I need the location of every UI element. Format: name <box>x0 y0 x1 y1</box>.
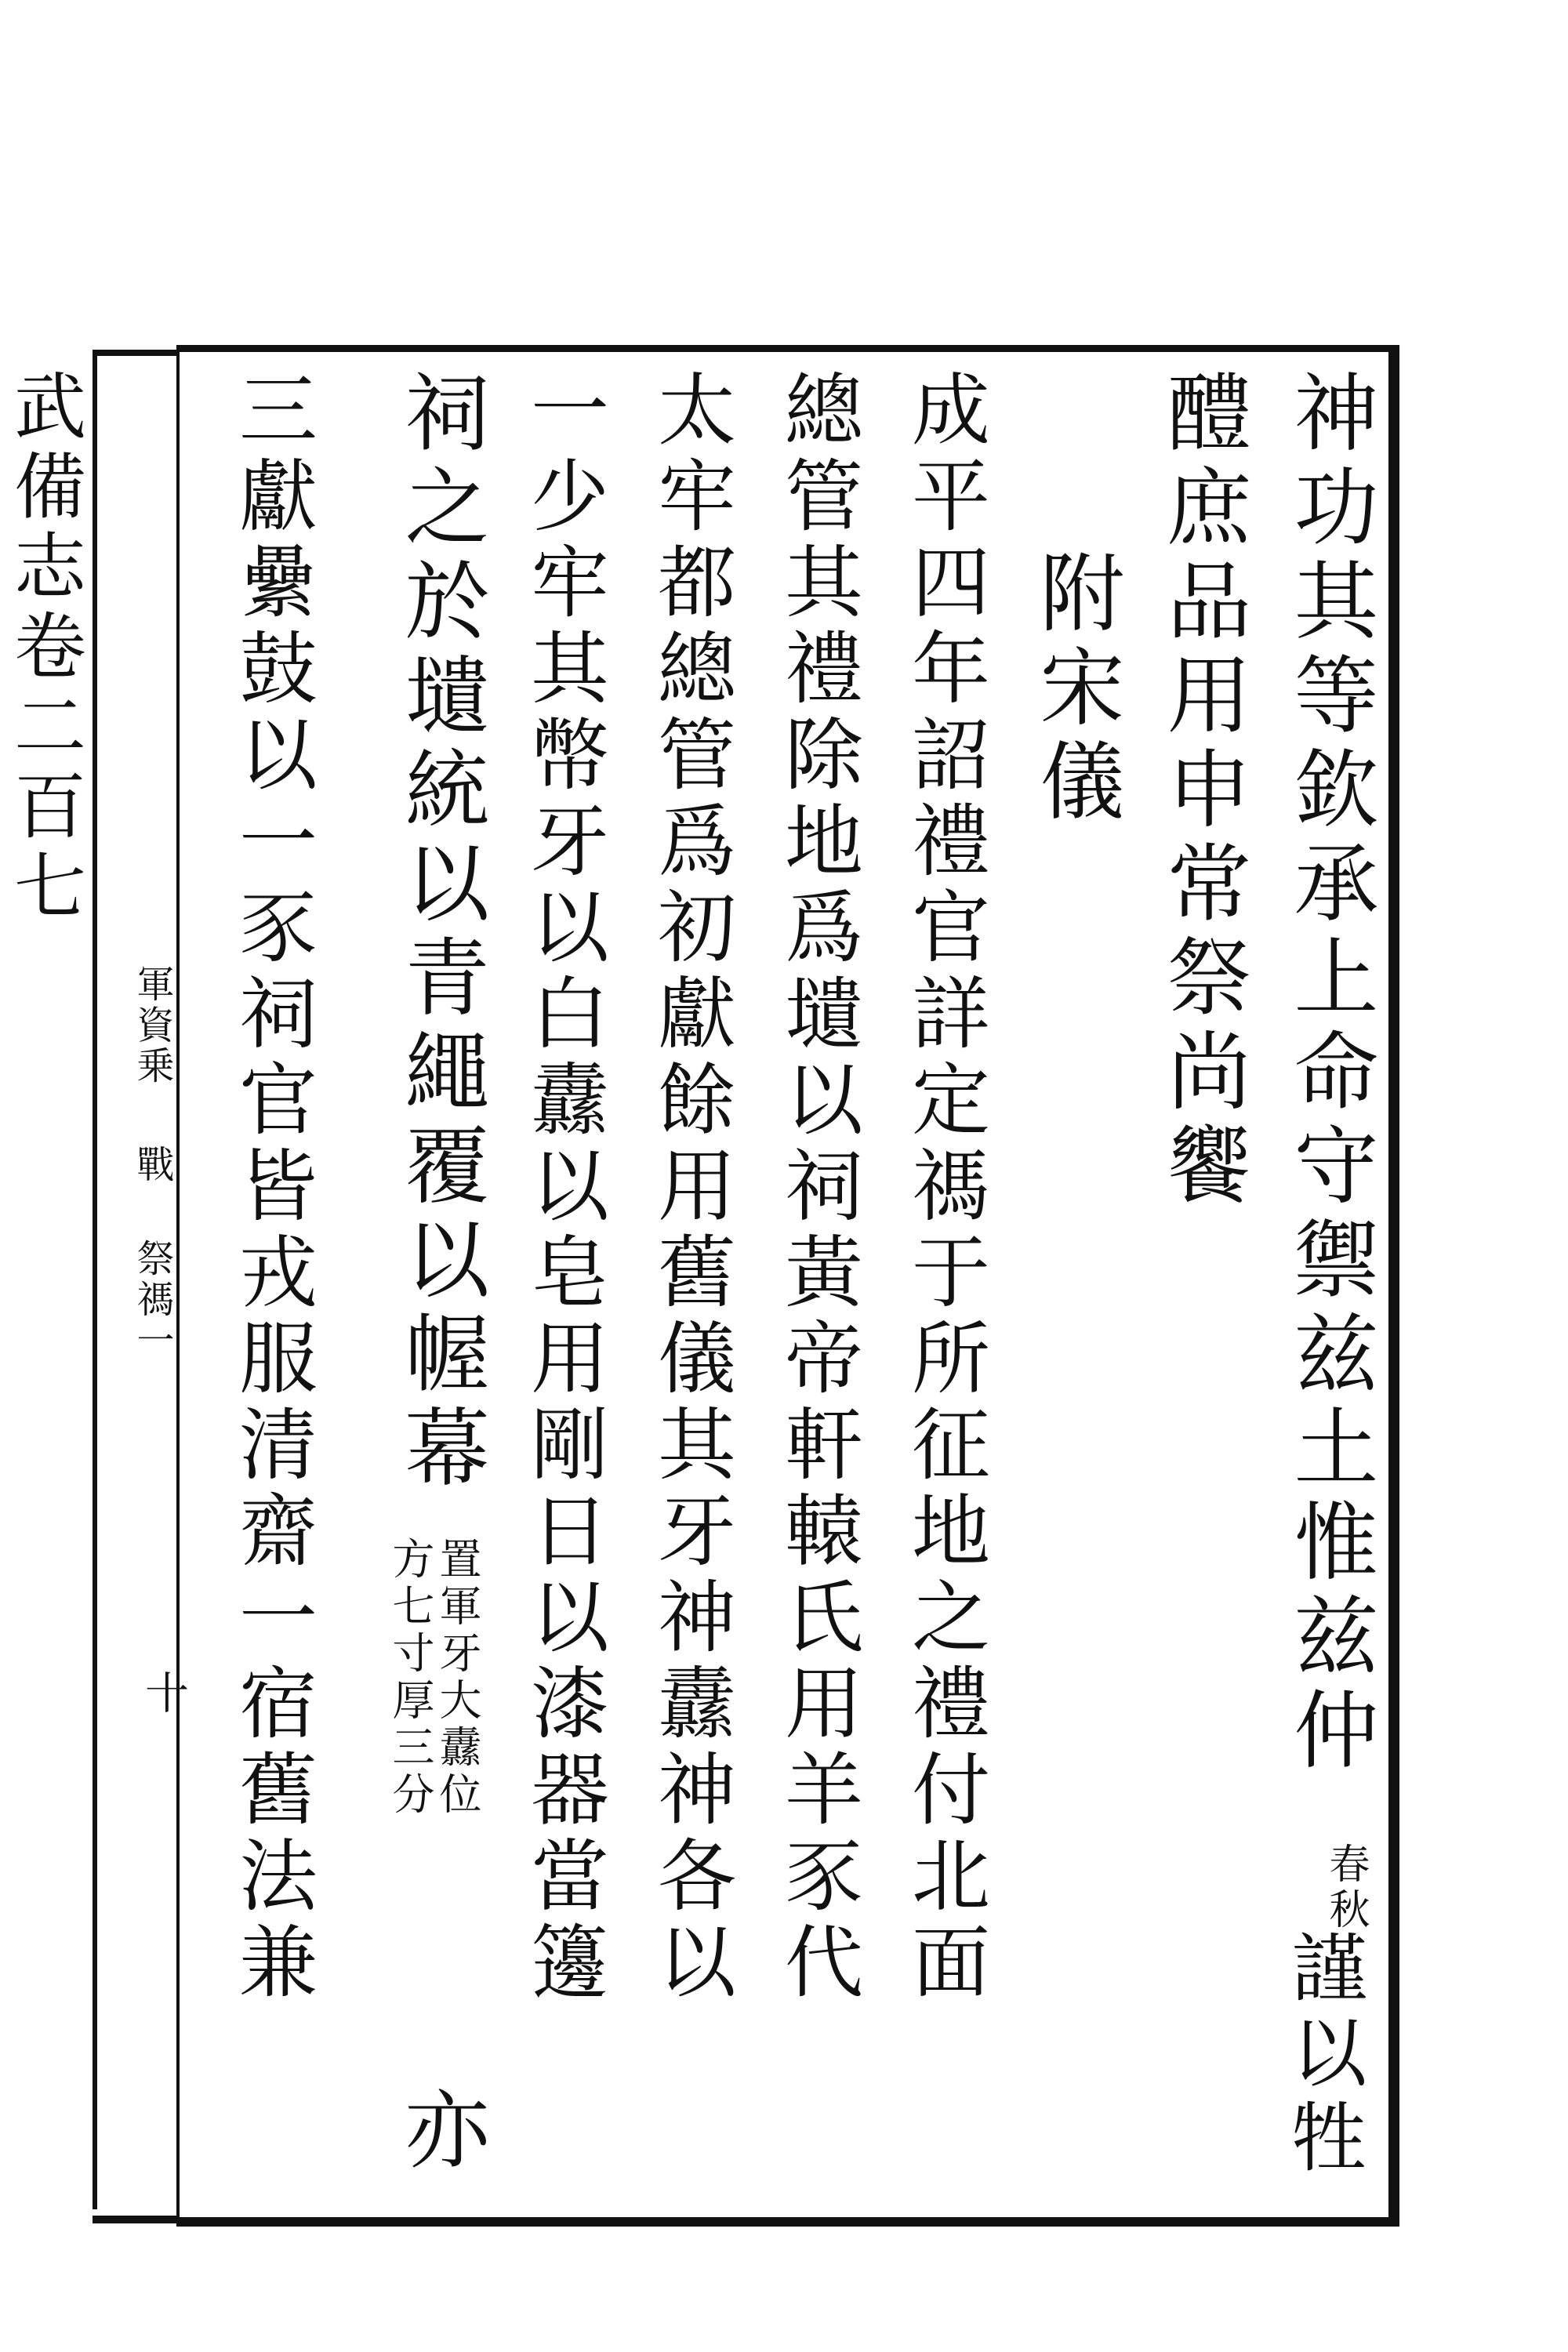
text-column-1: 神功其等欽承上命守禦兹土惟兹仲 <box>1279 368 1377 1780</box>
text-column-1-tail: 謹以牲 <box>1279 1929 1367 2183</box>
text-column-9: 三獻纍鼓以一豕祠官皆戎服清齋一宿舊法兼 <box>226 368 318 2007</box>
margin-subsection-1: 戰 <box>130 1145 174 1185</box>
inline-note-1: 春秋 <box>1322 1842 1369 1933</box>
page-number: 十 <box>138 1670 189 1717</box>
margin-rule-top <box>93 350 179 356</box>
text-column-8-tail: 亦 <box>390 2085 488 2180</box>
margin-rule-bottom <box>93 2216 179 2223</box>
text-column-6: 太牢都總管爲初獻餘用舊儀其牙神纛神各以 <box>644 368 736 2007</box>
margin-title: 武備志卷二百七 <box>2 368 86 928</box>
margin-rule <box>93 351 97 2209</box>
section-heading: 附宋儀 <box>1025 549 1123 831</box>
inline-note-2: 置軍牙大纛位 <box>433 1537 482 1819</box>
text-column-7: 一少牢其幣牙以白纛以皂用剛日以漆器當籩 <box>517 368 609 2007</box>
margin-section: 軍資乗 <box>130 964 174 1087</box>
text-column-8: 祠之於壝統以青繩覆以幄幕 <box>390 368 488 1497</box>
margin-subsection-2: 祭禡一 <box>130 1239 174 1361</box>
inline-note-3: 方七寸厚三分 <box>386 1537 435 1819</box>
text-column-5: 總管其禮除地爲壝以祠黃帝軒轅氏用羊豕代 <box>771 368 863 2007</box>
text-column-4: 成平四年詔禮官詳定禡于所征地之禮付北面 <box>898 368 990 2007</box>
text-column-2: 醴庶品用申常祭尚饗 <box>1152 368 1250 1215</box>
